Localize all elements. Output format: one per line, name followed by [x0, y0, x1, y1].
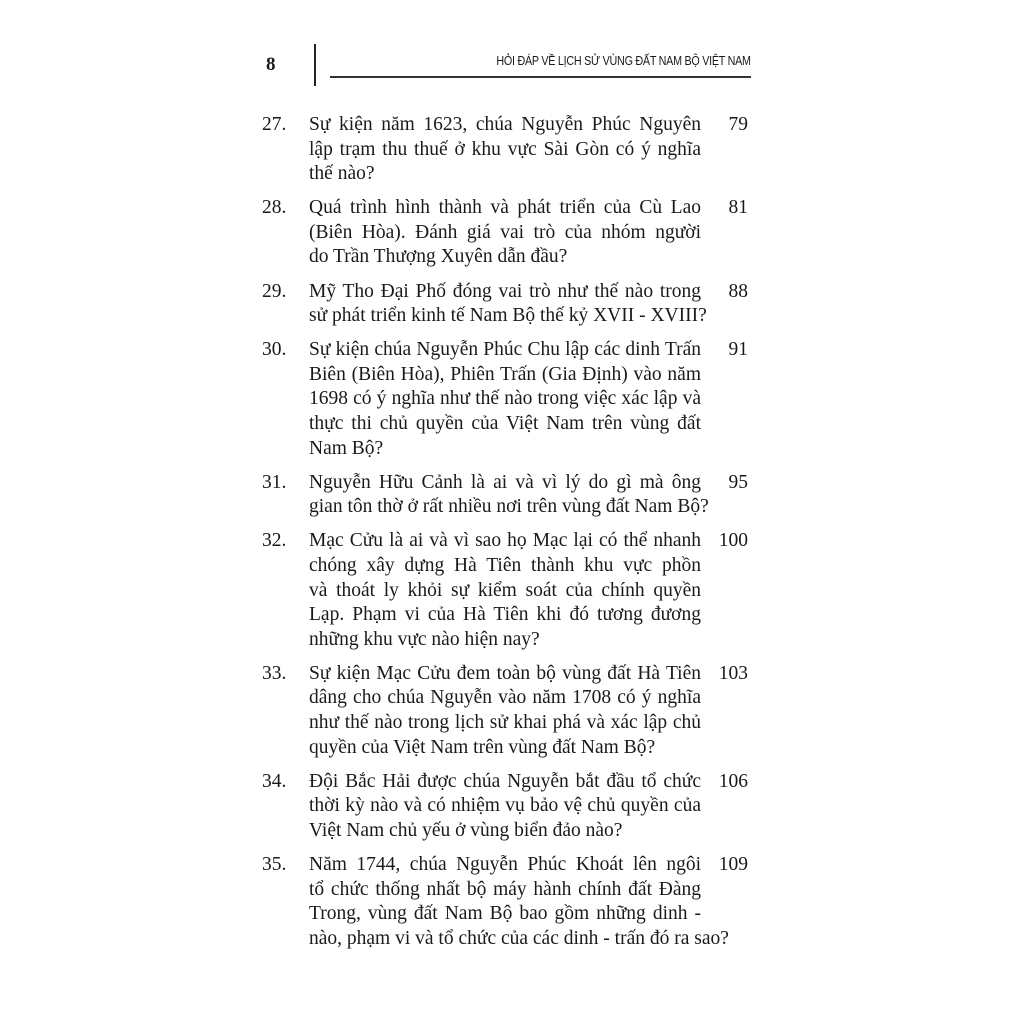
entry-line: Lạp. Phạm vi của Hà Tiên khi đó tương đương	[309, 604, 701, 626]
entry-line: Quá trình hình thành và phát triển của Cù Lao	[309, 197, 701, 219]
page-number: 8	[266, 54, 276, 75]
entry-line: (Biên Hòa). Đánh giá vai trò của nhóm người	[309, 221, 701, 243]
table-of-contents	[262, 113, 752, 961]
entry-line: Việt Nam chủ yếu ở vùng biển đảo nào?	[309, 819, 623, 841]
entry-question	[309, 113, 701, 187]
entry-page-number: 88	[728, 280, 748, 302]
entry-number: 32.	[262, 530, 287, 552]
toc-entry	[262, 113, 752, 187]
toc-entry	[262, 280, 752, 329]
entry-line: gian tôn thờ ở rất nhiều nơi trên vùng đất Nam Bộ?	[309, 496, 709, 518]
toc-entry	[262, 662, 752, 760]
entry-page-number: 103	[718, 662, 748, 684]
entry-page-number: 79	[728, 114, 748, 135]
toc-entry	[262, 529, 752, 652]
entry-line: những khu vực nào hiện nay?	[309, 628, 540, 650]
entry-question	[309, 770, 701, 844]
toc-entry	[262, 471, 752, 520]
toc-entry	[262, 853, 752, 951]
entry-page-number: 81	[728, 197, 748, 219]
entry-line: thế nào?	[309, 163, 375, 185]
entry-line: 1698 có ý nghĩa như thế nào trong việc xác lập và	[309, 388, 701, 410]
entry-number: 33.	[262, 662, 287, 684]
entry-line: Nam Bộ?	[309, 437, 384, 459]
entry-line: tổ chức thống nhất bộ máy hành chính đất Đàng	[309, 878, 701, 900]
entry-line: Nguyễn Hữu Cảnh là ai và vì lý do gì mà ông	[309, 471, 701, 493]
entry-number: 30.	[262, 339, 287, 361]
entry-line: Sự kiện năm 1623, chúa Nguyễn Phúc Nguyên	[309, 114, 701, 135]
entry-line: Sự kiện chúa Nguyễn Phúc Chu lập các dinh Trấn	[309, 339, 701, 361]
entry-line: như thế nào trong lịch sử khai phá và xác lập chủ	[309, 712, 701, 734]
entry-line: Biên (Biên Hòa), Phiên Trấn (Gia Định) vào năm	[309, 363, 701, 385]
entry-number: 35.	[262, 854, 287, 876]
entry-question	[309, 338, 701, 461]
entry-line: Trong, vùng đất Nam Bộ bao gồm những dinh -	[309, 903, 701, 925]
entry-number: 31.	[262, 471, 287, 493]
entry-line: Đội Bắc Hải được chúa Nguyễn bắt đầu tổ chức	[309, 770, 701, 792]
entry-page-number: 106	[718, 770, 748, 792]
toc-entry	[262, 196, 752, 270]
entry-page-number: 109	[718, 854, 748, 876]
entry-page-number: 100	[718, 530, 748, 552]
entry-line: lập trạm thu thuế ở khu vực Sài Gòn có ý nghĩa	[309, 138, 701, 160]
entry-line: Mỹ Tho Đại Phố đóng vai trò như thế nào trong	[309, 280, 701, 302]
entry-line: Mạc Cửu là ai và vì sao họ Mạc lại có thể nhanh	[309, 530, 701, 552]
entry-line: do Trần Thượng Xuyên dẫn đầu?	[309, 246, 568, 268]
entry-line: sử phát triển kinh tế Nam Bộ thế kỷ XVII - XVIII?	[309, 305, 707, 327]
entry-line: và thoát ly khỏi sự kiểm soát của chính quyền	[309, 579, 701, 601]
entry-line: chóng xây dựng Hà Tiên thành khu vực phồn	[309, 555, 701, 576]
entry-line: nào, phạm vi và tổ chức của các dinh - trấn đó ra sao?	[309, 927, 729, 949]
entry-page-number: 91	[728, 339, 748, 361]
entry-number: 27.	[262, 114, 287, 135]
entry-question	[309, 471, 709, 520]
entry-line: Sự kiện Mạc Cửu đem toàn bộ vùng đất Hà Tiên	[309, 662, 701, 684]
entry-question	[309, 280, 707, 329]
toc-entry	[262, 338, 752, 461]
entry-line: Năm 1744, chúa Nguyễn Phúc Khoát lên ngôi	[309, 854, 701, 876]
entry-number: 28.	[262, 197, 287, 219]
entry-question	[309, 529, 701, 652]
entry-question	[309, 853, 729, 951]
header-vertical-rule	[314, 44, 316, 86]
toc-entry	[262, 770, 752, 844]
entry-question	[309, 196, 701, 270]
entry-line: thực thi chủ quyền của Việt Nam trên vùng đất	[309, 413, 701, 435]
entry-number: 29.	[262, 280, 287, 302]
entry-question	[309, 662, 701, 760]
running-title: HỎI ĐÁP VỀ LỊCH SỬ VÙNG ĐẤT NAM BỘ VIỆT NAM	[496, 54, 751, 68]
header-horizontal-rule	[330, 76, 751, 78]
entry-line: quyền của Việt Nam trên vùng đất Nam Bộ?	[309, 736, 656, 758]
entry-number: 34.	[262, 770, 287, 792]
entry-line: thời kỳ nào và có nhiệm vụ bảo vệ chủ quyền của	[309, 795, 701, 817]
entry-page-number: 95	[728, 471, 748, 493]
entry-line: dâng cho chúa Nguyễn vào năm 1708 có ý nghĩa	[309, 687, 701, 709]
